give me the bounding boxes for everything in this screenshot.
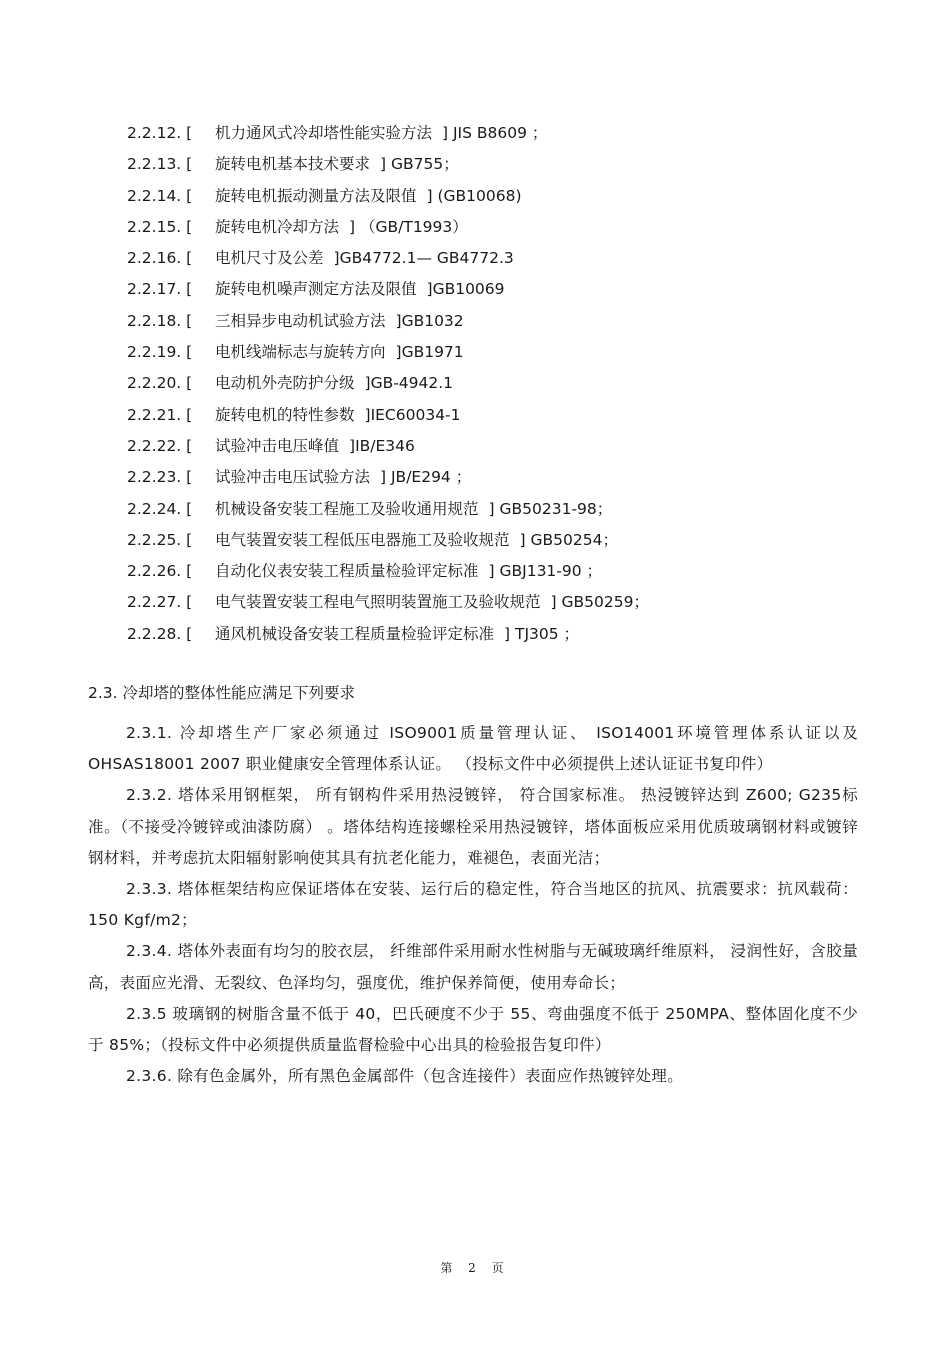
reference-number: 2.2.24. [ xyxy=(127,499,193,518)
reference-title: 试验冲击电压峰值 xyxy=(215,436,340,455)
reference-title: 旋转电机的特性参数 xyxy=(215,405,355,424)
reference-item xyxy=(127,556,867,587)
reference-item xyxy=(127,494,867,525)
reference-code: ] JB/E294 ； xyxy=(380,468,472,487)
section-heading: 2.3. 冷却塔的整体性能应满足下列要求 xyxy=(88,684,356,702)
reference-item xyxy=(127,587,867,618)
paragraph-2-3-6: 2.3.6. 除有色金属外，所有黑色金属部件（包含连接件）表面应作热镀锌处理。 xyxy=(126,1067,683,1086)
reference-title: 试验冲击电压试验方法 xyxy=(215,468,371,487)
reference-number: 2.2.19. [ xyxy=(127,343,193,362)
reference-item xyxy=(127,525,867,556)
reference-number: 2.2.13. [ xyxy=(127,155,193,174)
reference-code: ] JIS B8609 ； xyxy=(442,124,548,142)
reference-number: 2.2.27. [ xyxy=(127,593,193,612)
reference-code: ] GBJ131-90 ； xyxy=(488,562,603,581)
reference-number: 2.2.21. [ xyxy=(127,405,193,424)
reference-number: 2.2.20. [ xyxy=(127,374,193,393)
reference-number: 2.2.12. [ xyxy=(127,124,193,142)
paragraph-2-3-1: 2.3.1. 冷却塔生产厂家必须通过 ISO9001质量管理认证、 ISO14001环境管理体系认证以及 OHSAS18001 2007 职业健康安全管理体系认证。 （投标文件中必须提供上述认证证书复印件） xyxy=(88,724,858,774)
reference-title: 机械设备安装工程施工及验收通用规范 xyxy=(215,499,479,518)
reference-number: 2.2.23. [ xyxy=(127,468,193,487)
paragraph-2-3-2: 2.3.2. 塔体采用钢框架， 所有钢构件采用热浸镀锌， 符合国家标准。 热浸镀锌达到 Z600; G235标准。（不接受冷镀锌或油漆防腐） 。塔体结构连接螺栓采用热浸镀锌，塔体面板应采用优质玻璃钢材料或镀锌钢材料，并考虑抗太阳辐射影响使其具有抗老化能力，难褪色，表面光洁； xyxy=(88,786,858,867)
reference-number: 2.2.25. [ xyxy=(127,530,193,549)
reference-title: 三相异步电动机试验方法 xyxy=(215,311,386,330)
paragraph-2-3-4: 2.3.4. 塔体外表面有均匀的胶衣层， 纤维部件采用耐水性树脂与无碱玻璃纤维原料， 浸润性好，含胶量高，表面应光滑、无裂纹、色泽均匀，强度优，维护保养简便，使用寿命长； xyxy=(88,942,858,992)
reference-code: ]IB/E346 xyxy=(349,436,415,455)
reference-number: 2.2.28. [ xyxy=(127,624,193,643)
reference-title: 旋转电机冷却方法 xyxy=(215,217,340,236)
reference-code: ]GB10069 xyxy=(426,280,505,299)
reference-title: 电动机外壳防护分级 xyxy=(215,374,355,393)
reference-number: 2.2.22. [ xyxy=(127,436,193,455)
paragraph-2-3-5: 2.3.5 玻璃钢的树脂含量不低于 40，巴氏硬度不少于 55、弯曲强度不低于 250MPA、整体固化度不少于 85%；（投标文件中必须提供质量监督检验中心出具的检验报告复印件） xyxy=(88,1004,858,1055)
reference-number: 2.2.17. [ xyxy=(127,280,193,299)
reference-code: ] GB50254； xyxy=(519,530,618,549)
reference-code: ] GB755； xyxy=(380,155,459,174)
reference-item xyxy=(127,619,867,650)
reference-title: 通风机械设备安装工程质量检验评定标准 xyxy=(215,624,495,643)
reference-number: 2.2.14. [ xyxy=(127,186,193,205)
reference-title: 旋转电机噪声测定方法及限值 xyxy=(215,280,417,299)
reference-item xyxy=(127,243,867,274)
reference-code: ] (GB10068) xyxy=(426,186,522,205)
reference-item xyxy=(127,400,867,431)
reference-item xyxy=(127,212,867,243)
reference-number: 2.2.16. [ xyxy=(127,249,193,268)
reference-item xyxy=(127,274,867,305)
reference-title: 自动化仪表安装工程质量检验评定标准 xyxy=(215,562,479,581)
paragraph-2-3-3: 2.3.3. 塔体框架结构应保证塔体在安装、运行后的稳定性，符合当地区的抗风、抗震要求：抗风载荷： 150 Kgf/m2； xyxy=(88,880,858,930)
reference-code: ] GB50231-98； xyxy=(488,499,613,518)
reference-item xyxy=(127,306,867,337)
reference-code: ]GB1971 xyxy=(395,343,464,362)
reference-number: 2.2.15. [ xyxy=(127,217,193,236)
reference-item xyxy=(127,181,867,212)
reference-title: 电气装置安装工程电气照明装置施工及验收规范 xyxy=(215,593,541,612)
reference-code: ] （GB/T1993） xyxy=(349,217,468,236)
reference-title: 机力通风式冷却塔性能实验方法 xyxy=(215,124,433,142)
reference-code: ]GB4772.1— GB4772.3 xyxy=(333,249,514,268)
reference-item xyxy=(127,337,867,368)
reference-number: 2.2.26. [ xyxy=(127,562,193,581)
reference-title: 电机尺寸及公差 xyxy=(215,249,324,268)
reference-item xyxy=(127,118,867,149)
reference-code: ] GB50259； xyxy=(550,593,649,612)
reference-item xyxy=(127,149,867,180)
reference-number: 2.2.18. [ xyxy=(127,311,193,330)
reference-title: 旋转电机基本技术要求 xyxy=(215,155,371,174)
reference-title: 旋转电机振动测量方法及限值 xyxy=(215,186,417,205)
reference-title: 电气装置安装工程低压电器施工及验收规范 xyxy=(215,530,510,549)
reference-code: ]GB1032 xyxy=(395,311,464,330)
reference-item xyxy=(127,431,867,462)
performance-requirements-section xyxy=(88,678,858,1092)
reference-code: ]GB-4942.1 xyxy=(364,374,454,393)
reference-code: ]IEC60034-1 xyxy=(364,405,461,424)
page-number: 第 2 页 xyxy=(440,1261,510,1275)
reference-list xyxy=(127,118,867,650)
reference-code: ] TJ305 ； xyxy=(504,624,580,643)
reference-item xyxy=(127,368,867,399)
reference-title: 电机线端标志与旋转方向 xyxy=(215,343,386,362)
reference-item xyxy=(127,462,867,493)
